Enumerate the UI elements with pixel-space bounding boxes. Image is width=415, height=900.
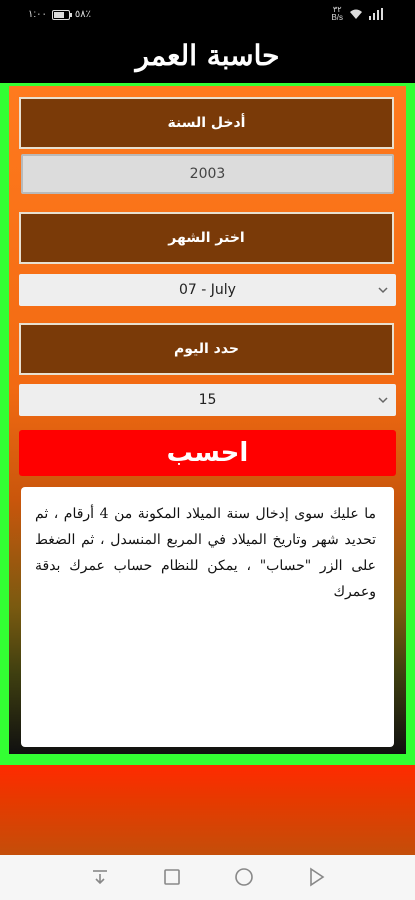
day-header [19,323,394,375]
year-input-value: 2003 [189,166,226,182]
instructions-text: ما عليك سوى إدخال سنة الميلاد المكونة من 4 أرقام ، ثم تحديد شهر وتاريخ الميلاد في المربع المنسدل ، ثم الضغط على الزر "حساب" ، يمكن للنظام حساب عمرك بدقة وعمرك [35,506,376,600]
month-header [19,212,394,264]
year-input[interactable] [21,154,394,194]
day-header-label: حدد اليوم [173,341,240,357]
main-frame [0,83,415,765]
app-title-bar [0,32,415,83]
battery-percent: ٥٨٪ [74,9,92,20]
status-right [331,6,383,22]
month-select[interactable] [19,274,396,306]
main-panel [9,86,406,754]
speed-unit: B/s [331,13,343,22]
triangle-icon[interactable] [304,865,328,889]
app-title: حاسبة العمر [135,39,280,72]
status-bar [0,0,415,32]
wifi-icon [349,8,363,20]
chevron-down-icon [376,393,390,407]
square-icon[interactable] [160,865,184,889]
month-header-label: اختر الشهر [168,230,245,246]
chevron-down-icon [376,283,390,297]
instructions-box [21,487,394,747]
calculate-button[interactable] [19,430,396,476]
year-header [19,97,394,149]
clock: ١:٠٠ [28,9,47,20]
calculate-button-label: احسب [166,438,249,468]
speed-value: ٣٢ [332,5,342,14]
day-select-value: 15 [198,392,217,408]
status-left [28,9,91,20]
month-select-value: 07 - July [179,282,236,298]
network-speed [331,6,343,22]
battery-icon [52,10,70,20]
bottom-background [0,765,415,855]
signal-icon [369,8,383,20]
circle-icon[interactable] [232,865,256,889]
download-icon[interactable] [88,865,112,889]
day-select[interactable] [19,384,396,416]
year-header-label: أدخل السنة [167,115,246,131]
system-nav-bar [0,855,415,900]
